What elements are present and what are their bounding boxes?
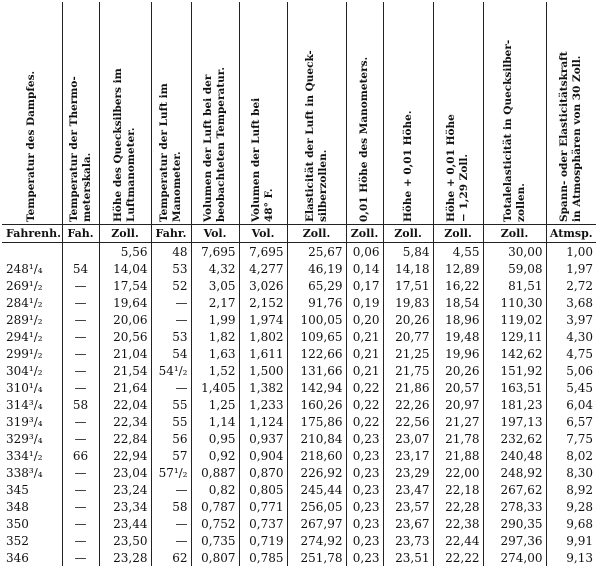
table-cell: 56: [151, 430, 191, 447]
table-cell: 4,30: [546, 328, 596, 345]
table-cell: 9,68: [546, 515, 596, 532]
table-cell: 232,62: [483, 430, 546, 447]
table-cell: 289¹/₂: [6, 312, 43, 327]
table-cell: —: [62, 277, 99, 294]
header-text: Temperatur der Thermo- meterskala.: [67, 76, 93, 222]
table-cell: 290,35: [483, 515, 546, 532]
table-cell: 23,47: [383, 481, 433, 498]
header-cell-4: [191, 2, 239, 225]
table-cell: —: [151, 379, 191, 396]
table-cell: 181,23: [483, 396, 546, 413]
table-cell: 1,97: [546, 260, 596, 277]
table-cell: 3,026: [239, 277, 287, 294]
header-text: Höhe + 0,01 Höhe − 1,29 Zoll.: [445, 114, 470, 222]
table-cell: 0,887: [191, 464, 239, 481]
table-row: [2, 498, 596, 515]
table-cell: —: [151, 515, 191, 532]
table-cell: 0,735: [191, 532, 239, 549]
table-cell: [62, 243, 99, 261]
table-cell: 6,57: [546, 413, 596, 430]
table-cell: —: [151, 311, 191, 328]
table-cell: 58: [62, 396, 99, 413]
header-text: Höhe des Quecksilbers im Luftmanometer.: [112, 68, 137, 222]
table-cell: 21,64: [99, 379, 151, 396]
table-cell: 1,14: [191, 413, 239, 430]
table-cell: 55: [151, 413, 191, 430]
header-text: Höhe + 0,01 Höhe.: [401, 110, 414, 222]
header-cell-3: [151, 2, 191, 225]
table-cell: 0,805: [239, 481, 287, 498]
table-cell: 1,233: [239, 396, 287, 413]
table-row: [2, 260, 596, 277]
table-cell: —: [62, 464, 99, 481]
table-cell: 0,06: [346, 243, 383, 261]
table-cell: 0,23: [346, 447, 383, 464]
table-cell: 20,26: [433, 362, 483, 379]
table-cell: 22,00: [433, 464, 483, 481]
table-cell: 0,23: [346, 430, 383, 447]
table-cell: 20,57: [433, 379, 483, 396]
table-row: [2, 447, 596, 464]
table-row: [2, 328, 596, 345]
table-cell: 17,54: [99, 277, 151, 294]
table-cell: 21,86: [383, 379, 433, 396]
table-cell: 0,21: [346, 328, 383, 345]
table-cell: 19,83: [383, 294, 433, 311]
table-cell: 1,63: [191, 345, 239, 362]
table-cell: 248,92: [483, 464, 546, 481]
table-cell: —: [62, 345, 99, 362]
header-cell-5: [239, 2, 287, 225]
table-cell: 218,60: [287, 447, 346, 464]
table-cell: 57: [151, 447, 191, 464]
table-cell: 334¹/₂: [6, 448, 43, 463]
table-cell: 0,22: [346, 379, 383, 396]
table-cell: 122,66: [287, 345, 346, 362]
table-cell: 0,752: [191, 515, 239, 532]
table-cell: —: [62, 311, 99, 328]
table-cell: 7,75: [546, 430, 596, 447]
table-cell: 20,77: [383, 328, 433, 345]
table-cell: 65,29: [287, 277, 346, 294]
table-cell: 23,67: [383, 515, 433, 532]
table-cell: 314³/₄: [6, 397, 43, 412]
unit-cell: Fahr.: [151, 225, 191, 243]
table-cell: 14,18: [383, 260, 433, 277]
table-cell: —: [62, 379, 99, 396]
table-cell: 57¹/₂: [151, 464, 191, 481]
table-cell: 9,13: [546, 549, 596, 566]
table-cell: 25,67: [287, 243, 346, 261]
table-cell: 54: [62, 260, 99, 277]
table-cell: 21,27: [433, 413, 483, 430]
table-cell: 142,62: [483, 345, 546, 362]
unit-cell: Zoll.: [346, 225, 383, 243]
unit-cell: Zoll.: [99, 225, 151, 243]
table-cell: 23,24: [99, 481, 151, 498]
header-cell-0: [2, 2, 62, 225]
table-cell: —: [151, 532, 191, 549]
table-cell: 129,11: [483, 328, 546, 345]
table-cell: 0,785: [239, 549, 287, 566]
table-cell: 142,94: [287, 379, 346, 396]
table-cell: 1,25: [191, 396, 239, 413]
header-text: Volumen der Luft bei der beobachteten Temperatur.: [202, 66, 227, 222]
table-cell: 151,92: [483, 362, 546, 379]
table-cell: —: [62, 328, 99, 345]
steam-elasticity-table: [2, 2, 596, 566]
table-cell: 4,277: [239, 260, 287, 277]
table-cell: 267,62: [483, 481, 546, 498]
table-cell: 110,30: [483, 294, 546, 311]
header-cell-6: [287, 2, 346, 225]
table-cell: 52: [151, 277, 191, 294]
table-cell: 22,18: [433, 481, 483, 498]
table-cell: 20,26: [383, 311, 433, 328]
table-cell: 21,25: [383, 345, 433, 362]
unit-cell: Fah.: [62, 225, 99, 243]
table-cell: 0,23: [346, 481, 383, 498]
table-row: [2, 481, 596, 498]
table-cell: [2, 243, 62, 261]
table-cell: 1,124: [239, 413, 287, 430]
table-cell: 1,00: [546, 243, 596, 261]
header-cell-1: [62, 2, 99, 225]
table-cell: 8,02: [546, 447, 596, 464]
table-cell: 0,771: [239, 498, 287, 515]
table-cell: 0,23: [346, 515, 383, 532]
table-row: [2, 362, 596, 379]
table-row: [2, 243, 596, 261]
header-text: Elasticität der Luft in Queck- silberzollen.: [303, 50, 329, 222]
table-cell: 30,00: [483, 243, 546, 261]
table-cell: 319³/₄: [6, 414, 43, 429]
table-cell: 22,28: [433, 498, 483, 515]
header-cell-10: [483, 2, 546, 225]
table-cell: 1,52: [191, 362, 239, 379]
table-cell: —: [62, 413, 99, 430]
table-cell: 0,787: [191, 498, 239, 515]
table-cell: 23,57: [383, 498, 433, 515]
table-cell: 81,51: [483, 277, 546, 294]
unit-cell: Zoll.: [483, 225, 546, 243]
table-cell: 23,51: [383, 549, 433, 566]
unit-cell: Zoll.: [383, 225, 433, 243]
table-cell: 54¹/₂: [151, 362, 191, 379]
table-cell: 0,23: [346, 549, 383, 566]
table-cell: 4,75: [546, 345, 596, 362]
table-cell: 1,802: [239, 328, 287, 345]
table-cell: 23,28: [99, 549, 151, 566]
header-cell-8: [383, 2, 433, 225]
table-cell: 22,34: [99, 413, 151, 430]
table-cell: 23,17: [383, 447, 433, 464]
table-cell: 1,405: [191, 379, 239, 396]
table-cell: 274,92: [287, 532, 346, 549]
table-cell: 160,26: [287, 396, 346, 413]
table-cell: 256,05: [287, 498, 346, 515]
table-cell: 0,92: [191, 447, 239, 464]
table-cell: 304¹/₂: [6, 363, 43, 378]
table-cell: 12,89: [433, 260, 483, 277]
table-cell: 1,611: [239, 345, 287, 362]
table-cell: 5,84: [383, 243, 433, 261]
table-cell: 23,34: [99, 498, 151, 515]
table-row: [2, 379, 596, 396]
header-text: Volumen der Luft bei 48° F.: [250, 97, 275, 222]
table-cell: 267,97: [287, 515, 346, 532]
table-cell: 299¹/₂: [6, 346, 43, 361]
table-cell: 23,50: [99, 532, 151, 549]
table-cell: 8,30: [546, 464, 596, 481]
table-cell: 58: [151, 498, 191, 515]
table-cell: 245,44: [287, 481, 346, 498]
table-cell: 269¹/₂: [6, 278, 43, 293]
table-cell: 3,05: [191, 277, 239, 294]
table-row: [2, 311, 596, 328]
table-cell: 46,19: [287, 260, 346, 277]
table-body: [2, 225, 596, 567]
table-cell: 0,14: [346, 260, 383, 277]
table-cell: 346: [6, 550, 29, 565]
table-cell: 22,04: [99, 396, 151, 413]
table-cell: 7,695: [191, 243, 239, 261]
table-cell: 294¹/₂: [6, 329, 43, 344]
table-cell: 8,92: [546, 481, 596, 498]
table-cell: —: [62, 515, 99, 532]
table-cell: 23,07: [383, 430, 433, 447]
table-cell: 0,17: [346, 277, 383, 294]
table-cell: 22,94: [99, 447, 151, 464]
table-cell: 53: [151, 260, 191, 277]
table-cell: 0,737: [239, 515, 287, 532]
table-cell: 352: [6, 533, 29, 548]
table-cell: —: [151, 481, 191, 498]
unit-cell: Vol.: [191, 225, 239, 243]
table-cell: 21,75: [383, 362, 433, 379]
table-cell: 0,21: [346, 345, 383, 362]
table-cell: 338³/₄: [6, 465, 43, 480]
table-cell: 3,68: [546, 294, 596, 311]
table-cell: 20,97: [433, 396, 483, 413]
table-cell: 1,382: [239, 379, 287, 396]
table-cell: 55: [151, 396, 191, 413]
table-cell: 310¹/₄: [6, 380, 43, 395]
table-row: [2, 549, 596, 566]
table-cell: —: [62, 481, 99, 498]
table-row: [2, 294, 596, 311]
table-cell: 1,82: [191, 328, 239, 345]
table-row: [2, 464, 596, 481]
table-row: [2, 430, 596, 447]
table-row: [2, 277, 596, 294]
table-cell: 226,92: [287, 464, 346, 481]
table-cell: 54: [151, 345, 191, 362]
table-cell: 62: [151, 549, 191, 566]
unit-cell: Fahrenh.: [2, 225, 62, 243]
table-cell: 0,937: [239, 430, 287, 447]
table-cell: 22,22: [433, 549, 483, 566]
table-cell: 5,56: [99, 243, 151, 261]
table-cell: 17,51: [383, 277, 433, 294]
table-cell: 0,807: [191, 549, 239, 566]
table-cell: 22,84: [99, 430, 151, 447]
table-cell: —: [62, 498, 99, 515]
table-cell: 0,82: [191, 481, 239, 498]
table-cell: 19,64: [99, 294, 151, 311]
table-cell: 48: [151, 243, 191, 261]
table-cell: —: [62, 430, 99, 447]
table-cell: 248¹/₄: [6, 261, 43, 276]
header-row: [2, 2, 596, 225]
table-cell: 14,04: [99, 260, 151, 277]
table-cell: 4,55: [433, 243, 483, 261]
table-cell: 5,06: [546, 362, 596, 379]
table-cell: 19,96: [433, 345, 483, 362]
table-cell: 329³/₄: [6, 431, 43, 446]
table-cell: 21,04: [99, 345, 151, 362]
table-cell: —: [151, 294, 191, 311]
table-cell: 284¹/₂: [6, 295, 43, 310]
table-cell: —: [62, 549, 99, 566]
table-cell: 210,84: [287, 430, 346, 447]
table-cell: 22,38: [433, 515, 483, 532]
table-cell: 345: [6, 482, 29, 497]
table-cell: 2,17: [191, 294, 239, 311]
table-cell: 18,54: [433, 294, 483, 311]
table-cell: 350: [6, 516, 29, 531]
table-cell: 22,26: [383, 396, 433, 413]
table-cell: 2,152: [239, 294, 287, 311]
table-row: [2, 345, 596, 362]
table-cell: 119,02: [483, 311, 546, 328]
table-cell: 0,23: [346, 464, 383, 481]
table-cell: 23,04: [99, 464, 151, 481]
table-cell: 5,45: [546, 379, 596, 396]
table-cell: —: [62, 532, 99, 549]
table-cell: 9,28: [546, 498, 596, 515]
table-row: [2, 396, 596, 413]
table-cell: 0,95: [191, 430, 239, 447]
table-cell: 22,44: [433, 532, 483, 549]
table-cell: 21,78: [433, 430, 483, 447]
header-cell-7: [346, 2, 383, 225]
table-cell: 274,00: [483, 549, 546, 566]
table-cell: 297,36: [483, 532, 546, 549]
table-row: [2, 532, 596, 549]
header-text: Temperatur des Dampfes.: [25, 70, 38, 222]
table-cell: 23,73: [383, 532, 433, 549]
table-cell: 0,870: [239, 464, 287, 481]
table-cell: 348: [6, 499, 29, 514]
table-cell: 91,76: [287, 294, 346, 311]
header-text: 0,01 Höhe des Manometers.: [358, 56, 370, 222]
table-cell: 109,65: [287, 328, 346, 345]
table-cell: 20,56: [99, 328, 151, 345]
header-text: Totalelasticität in Quecksilber- zollen.: [501, 39, 527, 222]
table-cell: 21,54: [99, 362, 151, 379]
unit-cell: Vol.: [239, 225, 287, 243]
table-cell: 100,05: [287, 311, 346, 328]
table-cell: 53: [151, 328, 191, 345]
table-cell: 131,66: [287, 362, 346, 379]
table-cell: 0,22: [346, 396, 383, 413]
table-cell: 3,97: [546, 311, 596, 328]
table-cell: 18,96: [433, 311, 483, 328]
table-row: [2, 413, 596, 430]
table-row: [2, 515, 596, 532]
table-cell: 0,20: [346, 311, 383, 328]
units-row: [2, 225, 596, 243]
table-cell: 16,22: [433, 277, 483, 294]
table-cell: 0,21: [346, 362, 383, 379]
table-cell: 66: [62, 447, 99, 464]
table-cell: 175,86: [287, 413, 346, 430]
table-cell: 0,904: [239, 447, 287, 464]
header-text: Temperatur der Luft im Manometer.: [158, 83, 183, 222]
header-cell-9: [433, 2, 483, 225]
unit-cell: Atmsp.: [546, 225, 596, 243]
header-cell-2: [99, 2, 151, 225]
table-cell: 0,19: [346, 294, 383, 311]
table-cell: 0,23: [346, 498, 383, 515]
table-cell: 9,91: [546, 532, 596, 549]
data-table-page: [2, 2, 596, 582]
table-cell: 0,22: [346, 413, 383, 430]
table-cell: 23,44: [99, 515, 151, 532]
table-cell: 22,56: [383, 413, 433, 430]
table-cell: 4,32: [191, 260, 239, 277]
table-cell: 197,13: [483, 413, 546, 430]
table-cell: 1,974: [239, 311, 287, 328]
table-cell: 1,99: [191, 311, 239, 328]
table-cell: 251,78: [287, 549, 346, 566]
table-cell: 0,719: [239, 532, 287, 549]
header-text: Spann- oder Elasticitätskraft in Atmosphären von 30 Zoll.: [558, 51, 584, 222]
header-cell-11: [546, 2, 596, 225]
table-cell: —: [62, 294, 99, 311]
table-cell: 2,72: [546, 277, 596, 294]
table-cell: 240,48: [483, 447, 546, 464]
table-cell: 21,88: [433, 447, 483, 464]
table-cell: 23,29: [383, 464, 433, 481]
table-cell: 6,04: [546, 396, 596, 413]
unit-cell: Zoll.: [287, 225, 346, 243]
table-cell: 20,06: [99, 311, 151, 328]
unit-cell: Zoll.: [433, 225, 483, 243]
table-cell: 163,51: [483, 379, 546, 396]
table-cell: 19,48: [433, 328, 483, 345]
table-cell: 7,695: [239, 243, 287, 261]
table-cell: 1,500: [239, 362, 287, 379]
table-cell: 59,08: [483, 260, 546, 277]
table-cell: 0,23: [346, 532, 383, 549]
table-cell: —: [62, 362, 99, 379]
table-cell: 278,33: [483, 498, 546, 515]
